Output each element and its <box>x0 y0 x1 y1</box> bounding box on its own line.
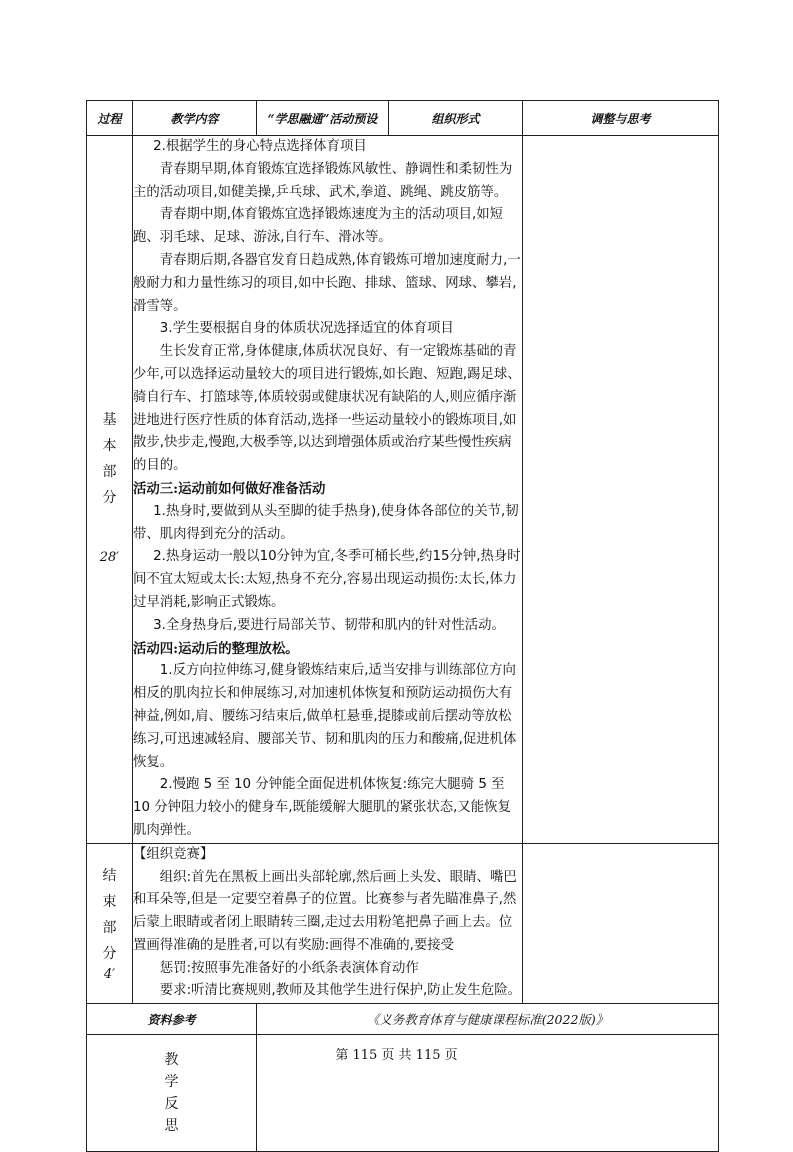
label-char: 本 <box>102 438 117 455</box>
paragraph: 1.热身时,要做到从头至脚的徒手热身),使身体各部位的关节,韧带、肌肉得到充分的活动。 <box>133 503 519 542</box>
paragraph: 1.反方向拉伸练习,健身锻炼结束后,适当安排与训练部位方向相反的肌肉拉长和伸展练习,对加速机体恢复和预防运动损伤大有神益,例如,肩、腰练习结束后,做单杠悬垂,提膝或前后摆动等放松练习,可迅速减轻肩、腰部关节、韧和肌肉的压力和酸痛,促进机体恢复。 <box>133 663 517 770</box>
label-char: 教 <box>164 1052 179 1069</box>
reference-row <box>87 1004 719 1035</box>
activity-heading: 活动四:运动后的整理放松。 <box>133 640 299 657</box>
paragraph: 青春期早期,体育锻炼宜选择锻炼风敏性、静调性和柔韧性为主的活动项目,如健美操,乒乓球、武术,拳道、跳绳、跳皮筋等。 <box>133 161 513 200</box>
label-char: 束 <box>102 894 117 911</box>
header-organization: 组织形式 <box>389 101 523 136</box>
ending-section-row <box>87 843 719 1004</box>
table-header-row <box>87 101 719 136</box>
paragraph: 3.全身热身后,要进行局部关节、韧带和肌内的针对性活动。 <box>153 617 505 633</box>
paragraph: 2.慢跑 5 至 10 分钟能全面促进机体恢复:练完大腿骑 5 至 10 分钟阻力较小的健身车,既能缓解大腿肌的紧张状态,又能恢复肌肉弹性。 <box>133 777 511 838</box>
header-process: 过程 <box>87 101 133 136</box>
label-char: 思 <box>164 1118 179 1135</box>
header-content: 教学内容 <box>133 101 257 136</box>
header-adjust: 调整与思考 <box>523 101 719 136</box>
reference-label: 资料参考 <box>87 1004 257 1035</box>
basic-section-label <box>87 136 133 844</box>
lesson-plan-table <box>86 100 719 1152</box>
label-char: 反 <box>164 1096 179 1113</box>
ending-section-content <box>133 843 523 1004</box>
label-char: 分 <box>102 946 117 963</box>
basic-section-row <box>87 136 719 844</box>
page-footer: 第 115 页 共 115 页 <box>335 1048 458 1063</box>
label-char: 分 <box>102 490 117 507</box>
paragraph: 2.热身运动一般以10分钟为宜,冬季可桶长些,约15分钟,热身时间不宜太短或太长:太短,热身不充分,容易出现运动损伤:太长,体力过早消耗,影响正式锻炼。 <box>133 549 521 610</box>
basic-section-time: 28′ <box>99 550 120 566</box>
reference-text: 《义务教育体育与健康课程标准(2022版)》 <box>257 1004 719 1035</box>
label-char: 结 <box>102 868 117 885</box>
paragraph: 3.学生要根据自身的体质状况选择适宜的体育项目 <box>159 321 454 337</box>
ending-section-time: 4′ <box>103 967 116 983</box>
header-activity: “学思融通”活动预设 <box>257 101 389 136</box>
paragraph: 生长发育正常,身体健康,体质状况良好、有一定锻炼基础的青少年,可以选择运动量较大的项目进行锻炼,如长跑、短跑,踢足球、骑自行车、打篮球等,体质较弱或健康状况有缺陷的人,则应循序渐进地进行医疗性质的体育活动,选择一些运动量较小的锻炼项目,如散步,快步走,慢跑,大极季等,以达到增强体质或治疗某些慢性疾病的目的。 <box>133 344 521 474</box>
label-char: 学 <box>164 1074 179 1091</box>
ending-section-adjust-cell <box>523 843 719 1004</box>
ending-section-label <box>87 843 133 1004</box>
activity-heading: 活动三:运动前如何做好准备活动 <box>133 480 326 497</box>
label-char: 部 <box>102 920 117 937</box>
basic-section-content <box>133 136 523 844</box>
paragraph: 青春期中期,体育锻炼宜选择锻炼速度为主的活动项目,如短跑、羽毛球、足球、游泳,自行车、滑冰等。 <box>133 207 504 246</box>
paragraph: 惩罚:按照事先准备好的小纸条表演体育动作 <box>159 960 419 976</box>
paragraph: 组织:首先在黑板上画出头部轮廓,然后画上头发、眼睛、嘴巴和耳朵等,但是一定要空着鼻子的位置。比赛参与者先瞄准鼻子,然后蒙上眼睛或者闭上眼睛转三圈,走过去用粉笔把鼻子画上去。位置画得准确的是胜者,可以有奖励:画得不准确的,要接受 <box>133 869 517 953</box>
basic-section-adjust-cell <box>523 136 719 844</box>
label-char: 基 <box>102 412 117 429</box>
competition-heading: 【组织竞赛】 <box>133 846 214 862</box>
label-char: 部 <box>102 464 117 481</box>
paragraph: 要求:听清比赛规则,教师及其他学生进行保护,防止发生危险。 <box>159 983 521 999</box>
paragraph: 2.根据学生的身心特点选择体育项目 <box>153 139 367 154</box>
paragraph: 青春期后期,各器官发育日趋成熟,体育锻炼可增加速度耐力,一般耐力和力量性练习的项目,如中长跑、排球、篮球、网球、攀岩,滑雪等。 <box>133 252 521 314</box>
